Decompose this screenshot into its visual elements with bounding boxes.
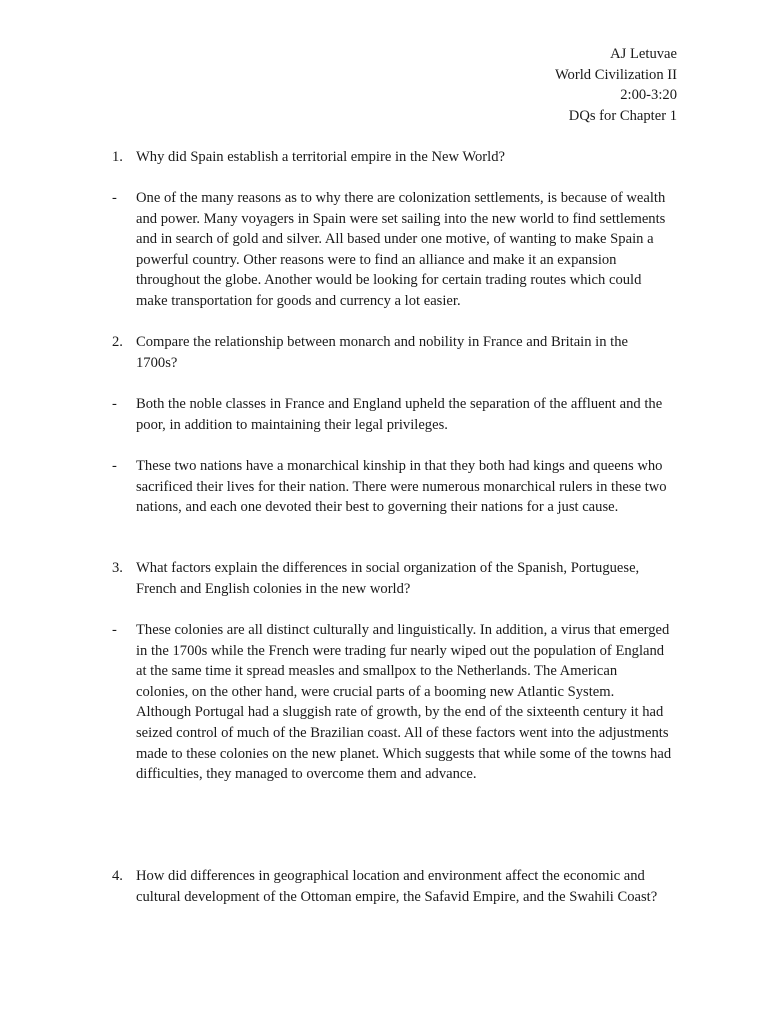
answer-text: One of the many reasons as to why there are colonization settlements, is because of wealth and power. Many voyagers in Spain were set sailing into the new world to find settlements and in search of gold and silver. All based under one motive, of wanting to make Spain a powerful country. Other reasons were to find an alliance and make it an expansion throughout the globe. Another would be looking for certain trading routes which could make transportation for goods and currency a lot easier.: [136, 190, 666, 309]
answer-2a: [112, 394, 672, 435]
answer-text: Both the noble classes in France and England upheld the separation of the affluent and the poor, in addition to maintaining their legal privileges.: [136, 396, 663, 433]
answer-2b: [112, 456, 672, 518]
list-marker: -: [112, 622, 117, 638]
question-2: [112, 332, 672, 373]
list-marker: -: [112, 396, 117, 412]
list-marker: 3.: [112, 560, 123, 576]
list-marker: 1.: [112, 149, 123, 165]
answer-text: These colonies are all distinct culturally and linguistically. In addition, a virus that emerged in the 1700s while the French were trading fur nearly wiped out the population of England at the same time it spread measles and smallpox to the Netherlands. The American colonies, on the other hand, were crucial parts of a booming new Atlantic System. Although Portugal had a sluggish rate of growth, by the end of the sixteenth century it had seized control of much of the Brazilian coast. All of these factors went into the adjustments made to these colonies on the new planet. Which suggests that while some of the towns had difficulties, they managed to overcome them and advance.: [136, 622, 672, 783]
question-text: Compare the relationship between monarch and nobility in France and Britain in the 1700s?: [136, 334, 628, 371]
question-1: [112, 147, 672, 168]
student-name: AJ Letuvae: [610, 46, 677, 62]
assignment-title: DQs for Chapter 1: [568, 107, 677, 124]
course-name: World Civilization II: [554, 66, 677, 83]
answer-text: These two nations have a monarchical kinship in that they both had kings and queens who sacrificed their lives for their nation. There were numerous monarchical rulers in these two nations, and each one devoted their best to governing their nations for a just cause.: [136, 458, 667, 516]
question-text: Why did Spain establish a territorial empire in the New World?: [136, 149, 505, 165]
question-text: How did differences in geographical location and environment affect the economic and cultural development of the Ottoman empire, the Safavid Empire, and the Swahili Coast?: [136, 868, 658, 905]
question-text: What factors explain the differences in social organization of the Spanish, Portuguese, French and English colonies in the new world?: [136, 560, 640, 597]
answer-1: [112, 188, 672, 312]
list-marker: 2.: [112, 334, 123, 350]
list-marker: -: [112, 458, 117, 474]
header-block: [555, 44, 677, 126]
list-marker: 4.: [112, 868, 123, 884]
list-marker: -: [112, 190, 117, 206]
class-time: 2:00-3:20: [620, 87, 677, 104]
question-4: [112, 866, 672, 907]
answer-3: [112, 620, 672, 785]
question-3: [112, 558, 672, 599]
